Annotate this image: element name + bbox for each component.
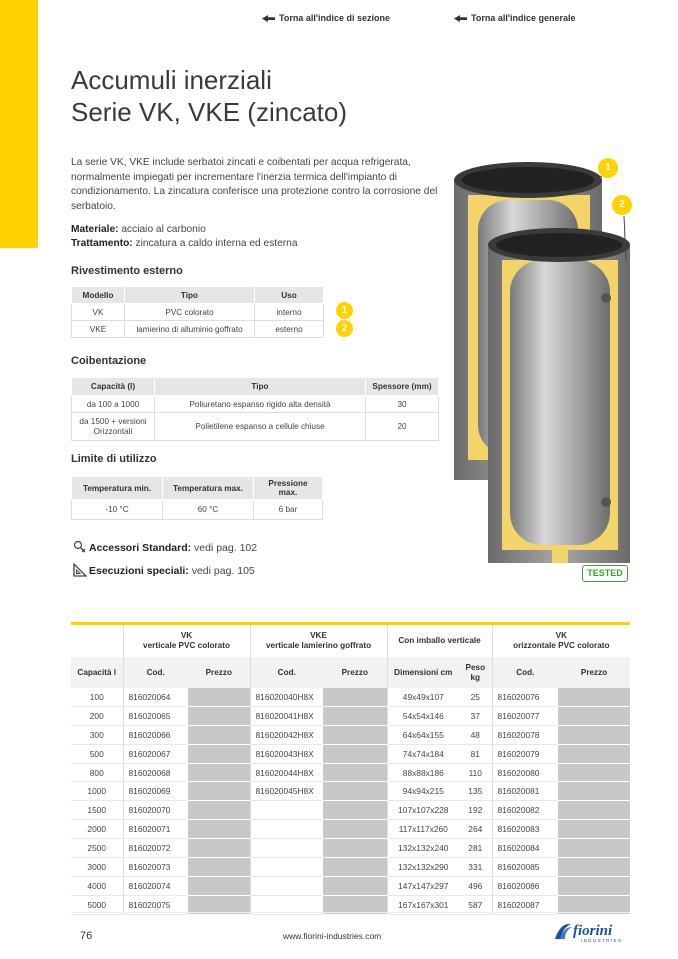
product-image <box>440 150 640 590</box>
cap-header: Capacità l <box>71 657 123 688</box>
material-info: Materiale: acciaio al carbonio Trattamento: zincatura a caldo interna ed esterna <box>71 224 298 249</box>
price-cell <box>188 763 250 782</box>
limite-table: Temperatura min. Temperatura max. Pressione max. -10 °C 60 °C 6 bar <box>71 476 323 520</box>
vko-group-header: VK orizzontale PVC colorato <box>492 624 630 658</box>
table-row: 5000 816020075 167x167x301 587 816020087 <box>71 895 630 914</box>
table-row: 4000 816020074 147x147x297 496 816020086 <box>71 876 630 895</box>
image-badge-1: 1 <box>598 158 618 178</box>
table-row: 1000 816020069 816020045H8X 94x94x215 135 816020081 <box>71 782 630 801</box>
esecuzioni-line[interactable]: Esecuzioni speciali: vedi pag. 105 <box>73 563 255 577</box>
intro-paragraph: La serie VK, VKE include serbatoi zincati e coibentati per acqua refrigerata, normalmente impiegati per incrementare l'inerzia termica dell'impianto di condizionamento. La zincatura conferisce una protezione contro la corrosione del serbatoio. <box>71 157 438 212</box>
price-cell <box>558 725 630 744</box>
price-cell <box>323 763 387 782</box>
back-arrow-icon <box>454 15 467 22</box>
table-row: VK PVC colorato interno <box>72 304 324 321</box>
price-cell <box>558 688 630 706</box>
price-cell <box>188 782 250 801</box>
price-cell <box>558 763 630 782</box>
logo-wordmark: fiorini <box>573 923 613 939</box>
price-cell <box>323 725 387 744</box>
price-cell <box>323 782 387 801</box>
back-to-section-link[interactable]: Torna all'indice di sezione <box>262 13 390 23</box>
logo-sub: INDUSTRIES <box>581 938 623 943</box>
price-cell <box>323 744 387 763</box>
price-cell <box>323 688 387 706</box>
accessories-icon <box>73 540 87 554</box>
rivestimento-table: Modello Tipo Uso VK PVC colorato interno VKE lamierino di alluminio goffrato esterno <box>71 286 324 338</box>
tested-badge: TESTED <box>582 565 628 582</box>
coibentazione-table: Capacità (l) Tipo Spessore (mm) da 100 a 1000 Poliuretano espanso rigido alta densità 30 da 1500 + versioni Orizzontali Polietilene espanso a cellule chiuse 20 <box>71 377 439 441</box>
price-cell <box>558 820 630 839</box>
table-row: 2000 816020071 117x117x260 264 816020083 <box>71 820 630 839</box>
accessori-line[interactable]: Accessori Standard: vedi pag. 102 <box>73 540 257 554</box>
table-row: 800 816020068 816020044H8X 88x88x186 110 816020080 <box>71 763 630 782</box>
price-cell <box>323 706 387 725</box>
price-cell <box>188 688 250 706</box>
table-row: 1500 816020070 107x107x228 192 816020082 <box>71 801 630 820</box>
price-cell <box>188 876 250 895</box>
table-row: 500 816020067 816020043H8X 74x74x184 81 816020079 <box>71 744 630 763</box>
price-cell <box>558 782 630 801</box>
price-table: VK verticale PVC colorato VKE verticale lamierino goffrato Con imballo verticale VK orizzontale PVC colorato Capacità l Cod. Prezzo Cod. Prezzo Dimensioni cm Peso kg Cod. Prezzo 100 816020064 816020040H8X 49x49x107 25 816020076 200 816020065 816020041H8X 54x54x146 37 816020077 300 816020066 816020042H8X 64x64x155 48 816020078 500 816020067 816020043H8X 74x74x184 81 816020079 800 816020068 816020044H8X 88x88x186 110 816020080 1000 816020069 816020045H8X 94x94x215 135 816020081 1500 816020070 107x107x228 192 816020082 2000 816020071 117x117x260 264 816020083 2500 816020072 132x132x240 281 816020084 3000 816020073 132x132x290 331 816020085 4000 816020074 147x147x297 496 816020086 5000 816020075 167x167x301 587 816020087 <box>71 622 630 915</box>
price-cell <box>558 801 630 820</box>
table-row: 200 816020065 816020041H8X 54x54x146 37 816020077 <box>71 706 630 725</box>
table-row: -10 °C 60 °C 6 bar <box>72 500 323 520</box>
price-cell <box>188 744 250 763</box>
price-cell <box>558 744 630 763</box>
limite-heading: Limite di utilizzo <box>71 453 157 465</box>
price-cell <box>188 706 250 725</box>
table-row: da 1500 + versioni Orizzontali Polietilene espanso a cellule chiuse 20 <box>72 413 439 441</box>
table-row: 300 816020066 816020042H8X 64x64x155 48 816020078 <box>71 725 630 744</box>
coibentazione-heading: Coibentazione <box>71 355 147 367</box>
price-cell <box>323 876 387 895</box>
rivestimento-heading: Rivestimento esterno <box>71 265 183 277</box>
back-arrow-icon <box>262 15 275 22</box>
table-row: 3000 816020073 132x132x290 331 816020085 <box>71 858 630 877</box>
table-row: VKE lamierino di alluminio goffrato esterno <box>72 321 324 338</box>
yellow-side-bar <box>0 0 38 248</box>
price-cell <box>188 725 250 744</box>
vke-group-header: VKE verticale lamierino goffrato <box>250 624 387 658</box>
website-link[interactable]: www.fiorini-industries.com <box>283 931 382 941</box>
image-badge-2: 2 <box>612 195 632 215</box>
page-number: 76 <box>80 930 93 942</box>
price-cell <box>323 858 387 877</box>
badge-2: 2 <box>336 320 353 337</box>
price-cell <box>558 876 630 895</box>
table-row: 2500 816020072 132x132x240 281 816020084 <box>71 839 630 858</box>
back-to-index-link[interactable]: Torna all'indice generale <box>454 13 576 23</box>
set-square-icon <box>73 563 87 577</box>
footer-divider <box>71 912 630 913</box>
price-cell <box>323 839 387 858</box>
price-cell <box>323 801 387 820</box>
badge-1: 1 <box>336 302 353 319</box>
price-cell <box>188 858 250 877</box>
tank-vke <box>488 228 630 563</box>
pack-group-header: Con imballo verticale <box>387 624 492 658</box>
vk-group-header: VK verticale PVC colorato <box>123 624 250 658</box>
price-cell <box>188 801 250 820</box>
page-title: Accumuli inerziali Serie VK, VKE (zincato) <box>71 65 347 127</box>
price-cell <box>558 839 630 858</box>
fiorini-logo <box>553 921 629 943</box>
price-cell <box>188 839 250 858</box>
price-cell <box>558 706 630 725</box>
table-row: 100 816020064 816020040H8X 49x49x107 25 816020076 <box>71 688 630 706</box>
price-cell <box>323 820 387 839</box>
price-cell <box>558 858 630 877</box>
table-row: da 100 a 1000 Poliuretano espanso rigido alta densità 30 <box>72 396 439 413</box>
price-cell <box>188 820 250 839</box>
